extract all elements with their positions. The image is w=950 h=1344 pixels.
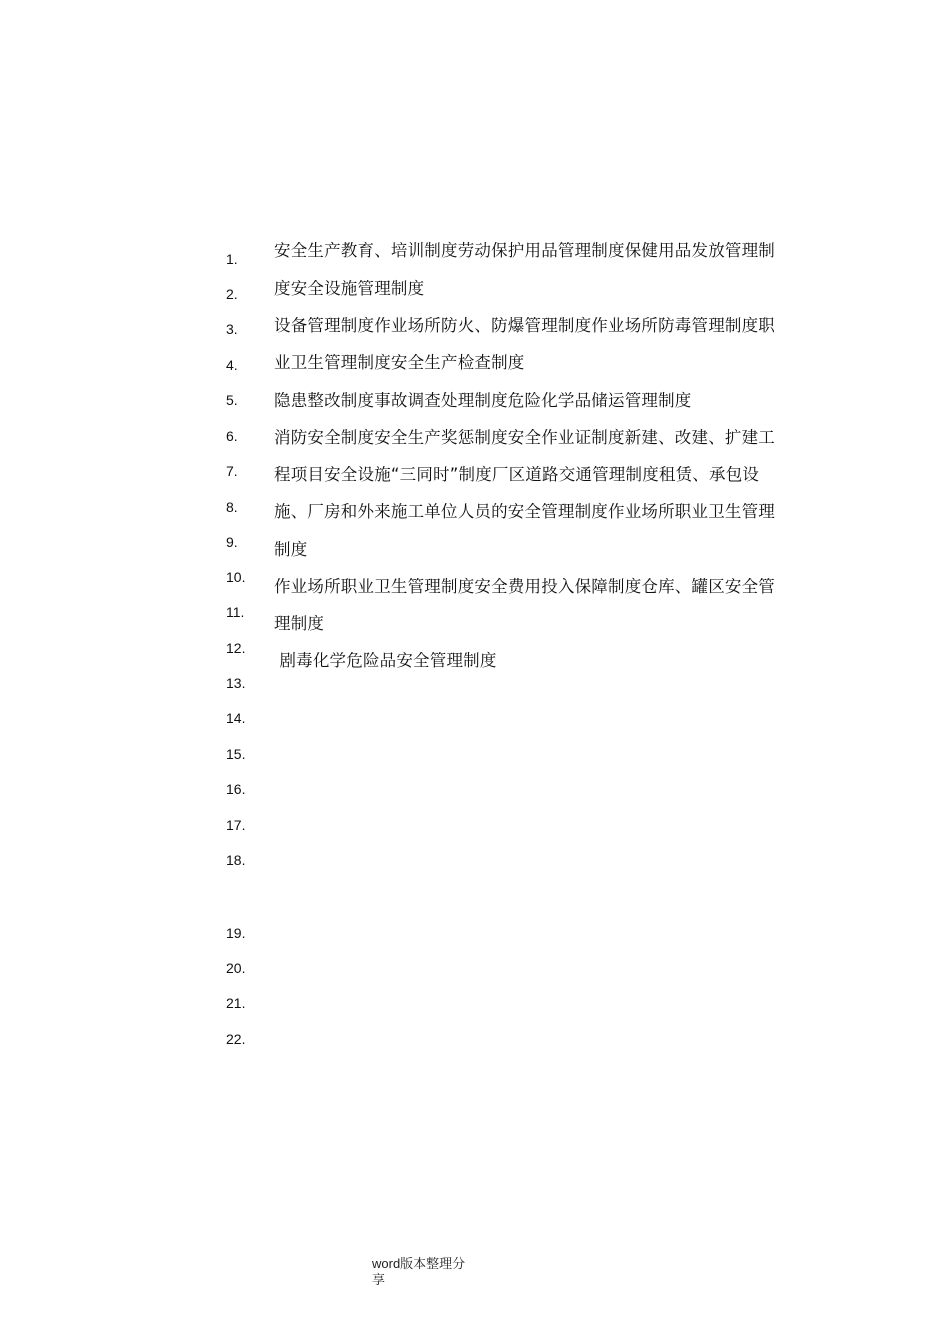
text-line: 度安全设施管理制度 xyxy=(274,279,425,298)
list-number: 22. xyxy=(226,1031,246,1047)
list-number: 12. xyxy=(226,640,246,656)
list-number: 21. xyxy=(226,995,246,1011)
text-line: 隐患整改制度事故调查处理制度危险化学品储运管理制度 xyxy=(274,391,692,410)
text-line: 制度 xyxy=(274,540,308,559)
text-line: 施、厂房和外来施工单位人员的安全管理制度作业场所职业卫生管理 xyxy=(274,502,775,521)
text-line: 安全生产教育、培训制度劳动保护用品管理制度保健用品发放管理制 xyxy=(274,241,775,260)
text-line: 剧毒化学危险品安全管理制度 xyxy=(274,651,497,670)
list-number: 1. xyxy=(226,251,238,267)
list-number: 6. xyxy=(226,428,238,444)
list-number: 20. xyxy=(226,960,246,976)
list-number: 17. xyxy=(226,817,246,833)
text-line: 业卫生管理制度安全生产检查制度 xyxy=(274,353,525,372)
list-number: 18. xyxy=(226,852,246,868)
list-number: 13. xyxy=(226,675,246,691)
list-number: 9. xyxy=(226,534,238,550)
footer-line: 享 xyxy=(372,1272,386,1287)
text-line: 消防安全制度安全生产奖惩制度安全作业证制度新建、改建、扩建工 xyxy=(274,428,775,447)
list-number: 15. xyxy=(226,746,246,762)
list-number: 5. xyxy=(226,392,238,408)
list-number: 10. xyxy=(226,569,246,585)
list-number: 16. xyxy=(226,781,246,797)
list-number: 8. xyxy=(226,499,238,515)
list-number: 11. xyxy=(226,604,245,620)
footer-line: word版本整理分 xyxy=(372,1256,466,1271)
list-number: 2. xyxy=(226,286,238,302)
list-number: 4. xyxy=(226,357,238,373)
text-line: 理制度 xyxy=(274,614,325,633)
list-number: 7. xyxy=(226,463,238,479)
text-line: 设备管理制度作业场所防火、防爆管理制度作业场所防毒管理制度职 xyxy=(274,316,775,335)
list-number: 14. xyxy=(226,710,246,726)
list-number: 3. xyxy=(226,321,238,337)
list-number: 19. xyxy=(226,925,246,941)
text-line: 程项目安全设施“三同时”制度厂区道路交通管理制度租赁、承包设 xyxy=(274,465,760,484)
text-line: 作业场所职业卫生管理制度安全费用投入保障制度仓库、罐区安全管 xyxy=(274,577,775,596)
